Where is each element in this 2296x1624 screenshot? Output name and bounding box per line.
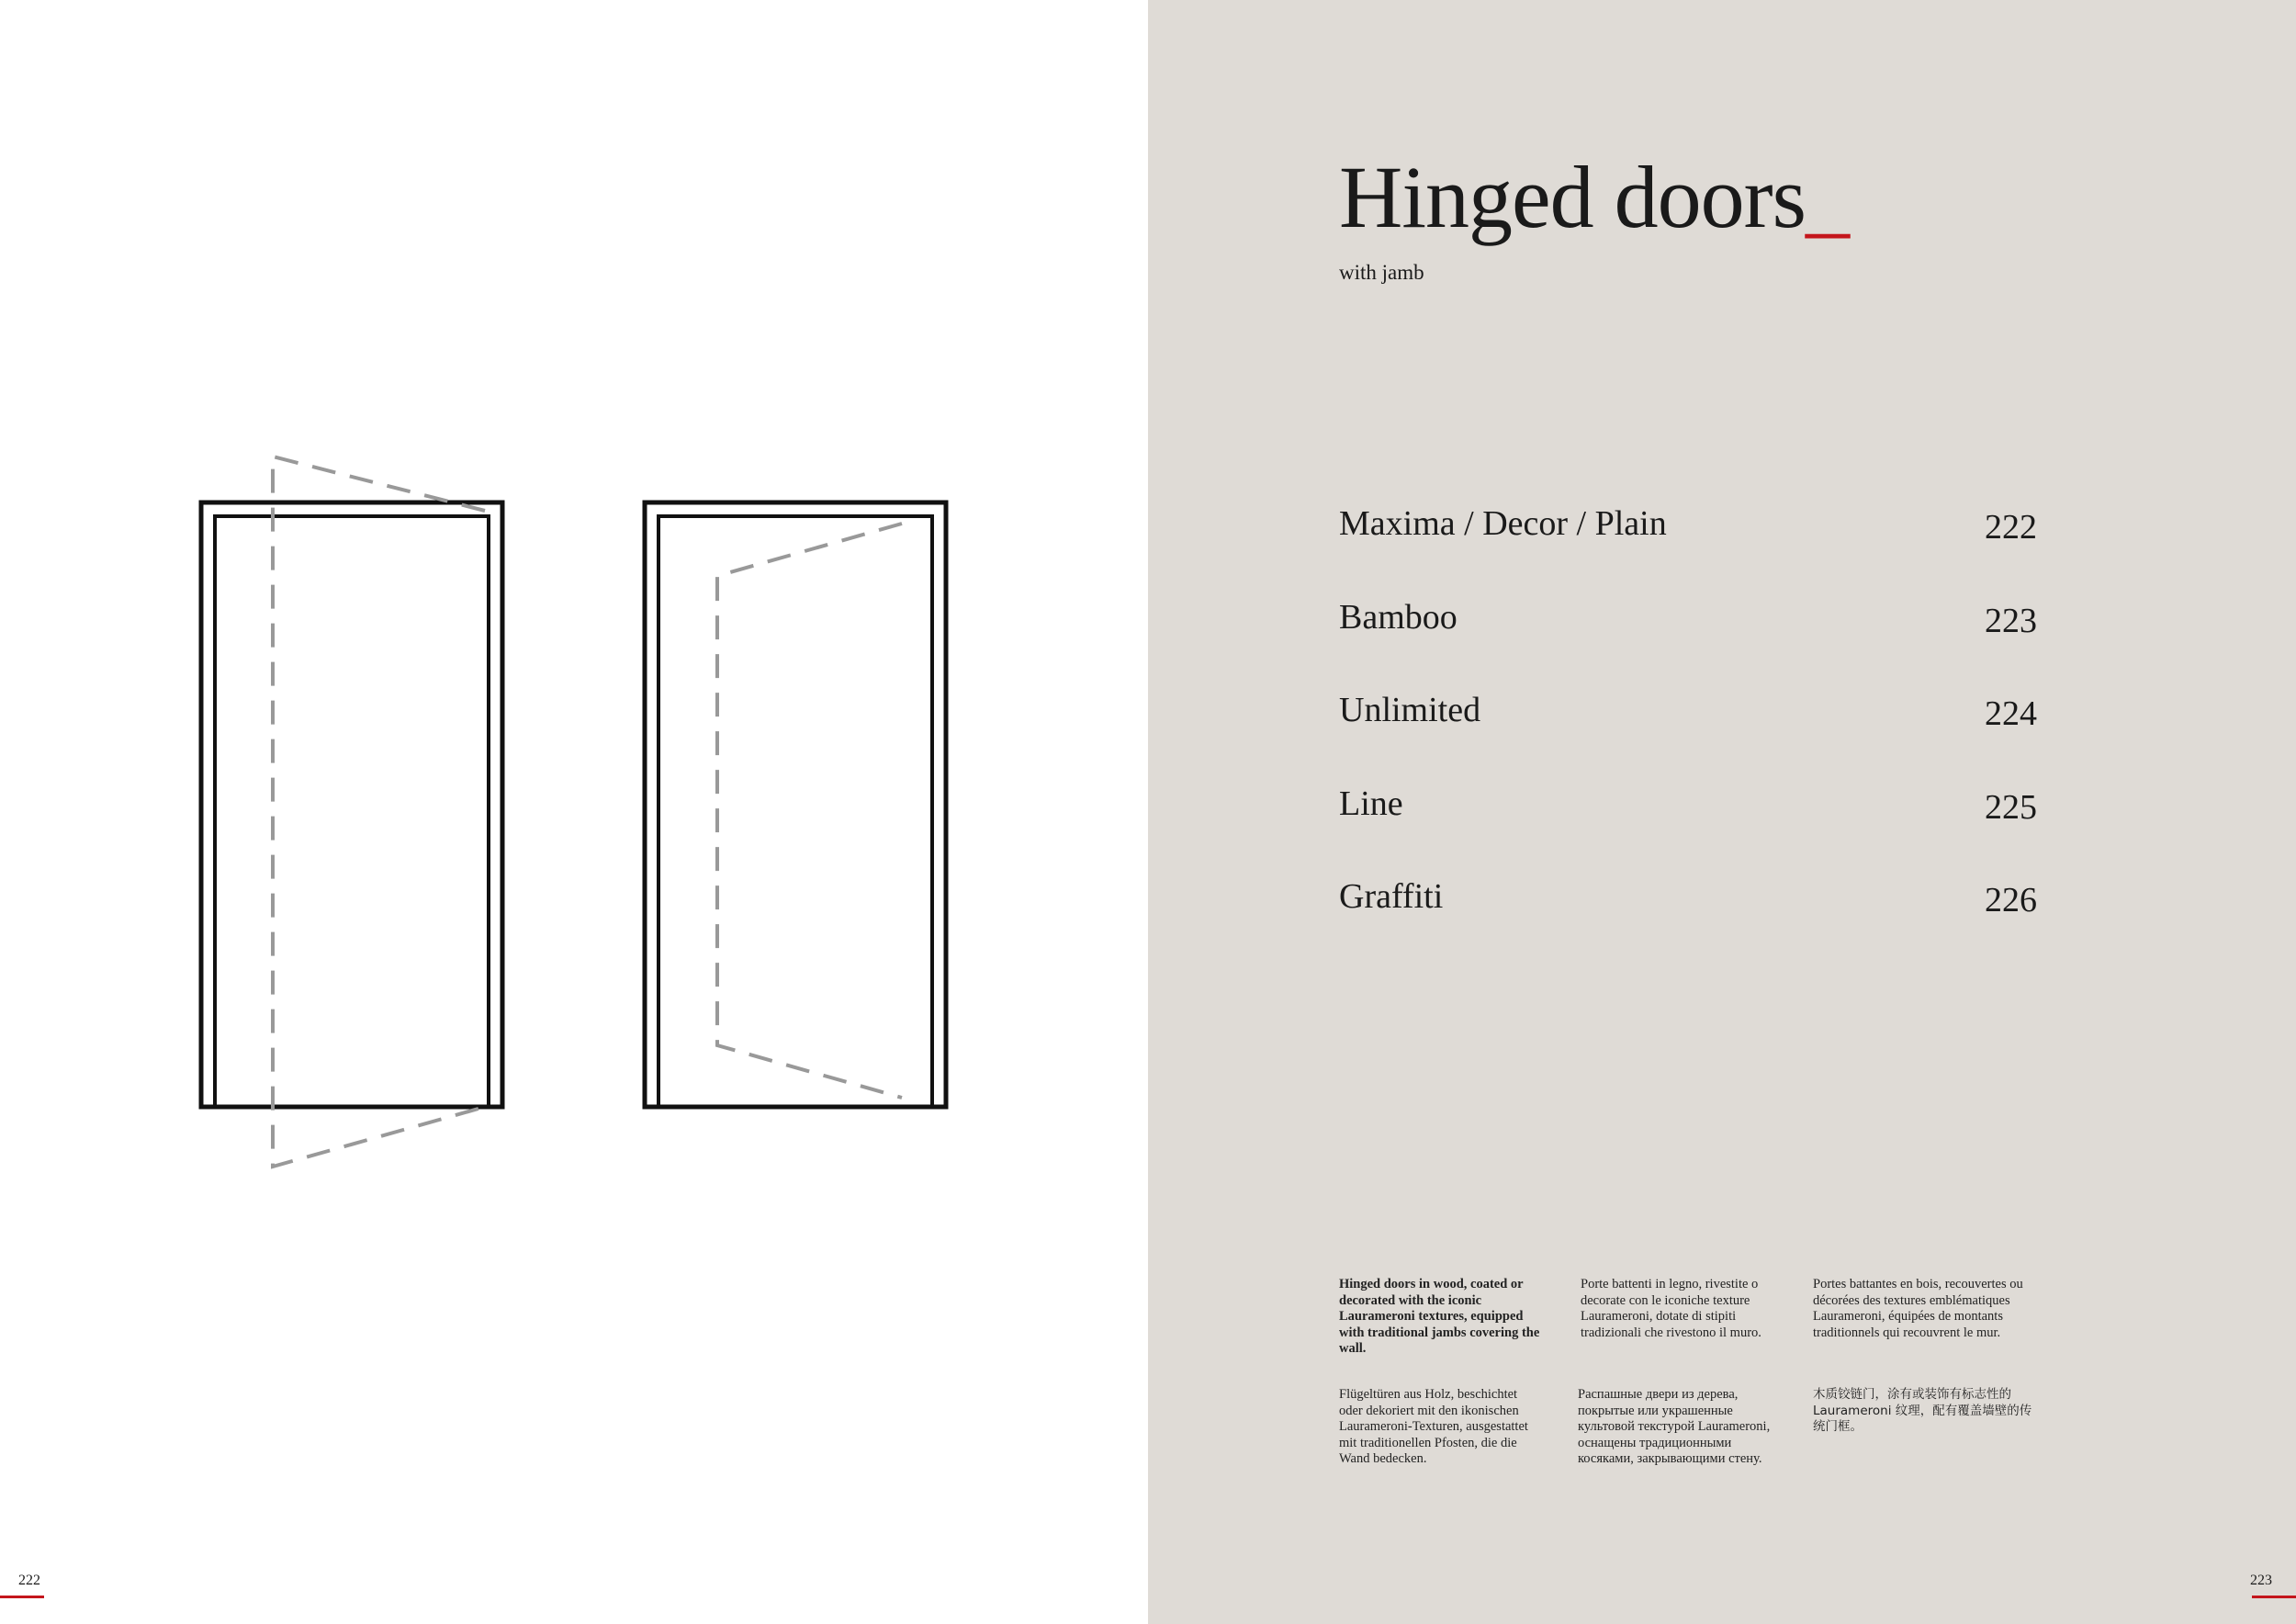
description-german: Flügeltüren aus Holz, beschichtet oder dekoriert mit den ikonischen Laurameroni-Texturen, ausgestattet mit traditionellen Pfosten, die die Wand bedecken. xyxy=(1339,1387,1528,1466)
description-french: Portes battantes en bois, recouvertes ou décorées des textures emblématiques Laurameroni, équipées de montants traditionnels qui recouvrent le mur. xyxy=(1813,1277,2023,1340)
page-number-left: 222 xyxy=(18,1573,40,1588)
description-chinese: 木质铰链门，涂有或装饰有标志性的 Laurameroni 纹理，配有覆盖墙壁的传统门框。 xyxy=(1813,1387,2032,1434)
description-russian: Распашные двери из дерева, покрытые или украшенные культовой текстурой Laurameroni, оснащены традиционными косяками, закрывающими стену. xyxy=(1578,1387,1771,1466)
door-diagram-inward xyxy=(645,502,946,1107)
page-number-underline-right xyxy=(2252,1596,2296,1598)
title-accent-underscore: _ xyxy=(1805,148,1849,246)
table-of-contents xyxy=(1339,496,2037,963)
toc-item-name: Bamboo xyxy=(1339,597,1458,637)
toc-item[interactable] xyxy=(1339,869,2037,963)
toc-item[interactable] xyxy=(1339,496,2037,590)
toc-item-page: 222 xyxy=(1985,508,2037,547)
toc-item-name: Line xyxy=(1339,784,1403,823)
toc-item[interactable] xyxy=(1339,590,2037,683)
toc-item-name: Unlimited xyxy=(1339,691,1481,729)
page-title xyxy=(1339,147,1849,248)
toc-item-page: 223 xyxy=(1985,601,2037,640)
page-number-right: 223 xyxy=(2250,1573,2272,1588)
toc-item[interactable] xyxy=(1339,682,2037,776)
description-english: Hinged doors in wood, coated or decorated with the iconic Laurameroni textures, equipped with traditional jambs covering the wall. xyxy=(1339,1277,1540,1356)
toc-item-page: 224 xyxy=(1985,694,2037,733)
page-subtitle: with jamb xyxy=(1339,261,1424,284)
title-text: Hinged doors xyxy=(1339,148,1806,246)
toc-item-name: Maxima / Decor / Plain xyxy=(1339,504,1667,543)
page-number-underline-left xyxy=(0,1596,44,1598)
description-italian: Porte battenti in legno, rivestite o decorate con le iconiche texture Laurameroni, dotate di stipiti tradizionali che rivestono il muro. xyxy=(1581,1277,1761,1340)
toc-item[interactable] xyxy=(1339,776,2037,870)
door-diagram-outward xyxy=(201,457,502,1167)
toc-item-name: Graffiti xyxy=(1339,877,1444,916)
toc-item-page: 225 xyxy=(1985,787,2037,827)
toc-item-page: 226 xyxy=(1985,881,2037,919)
